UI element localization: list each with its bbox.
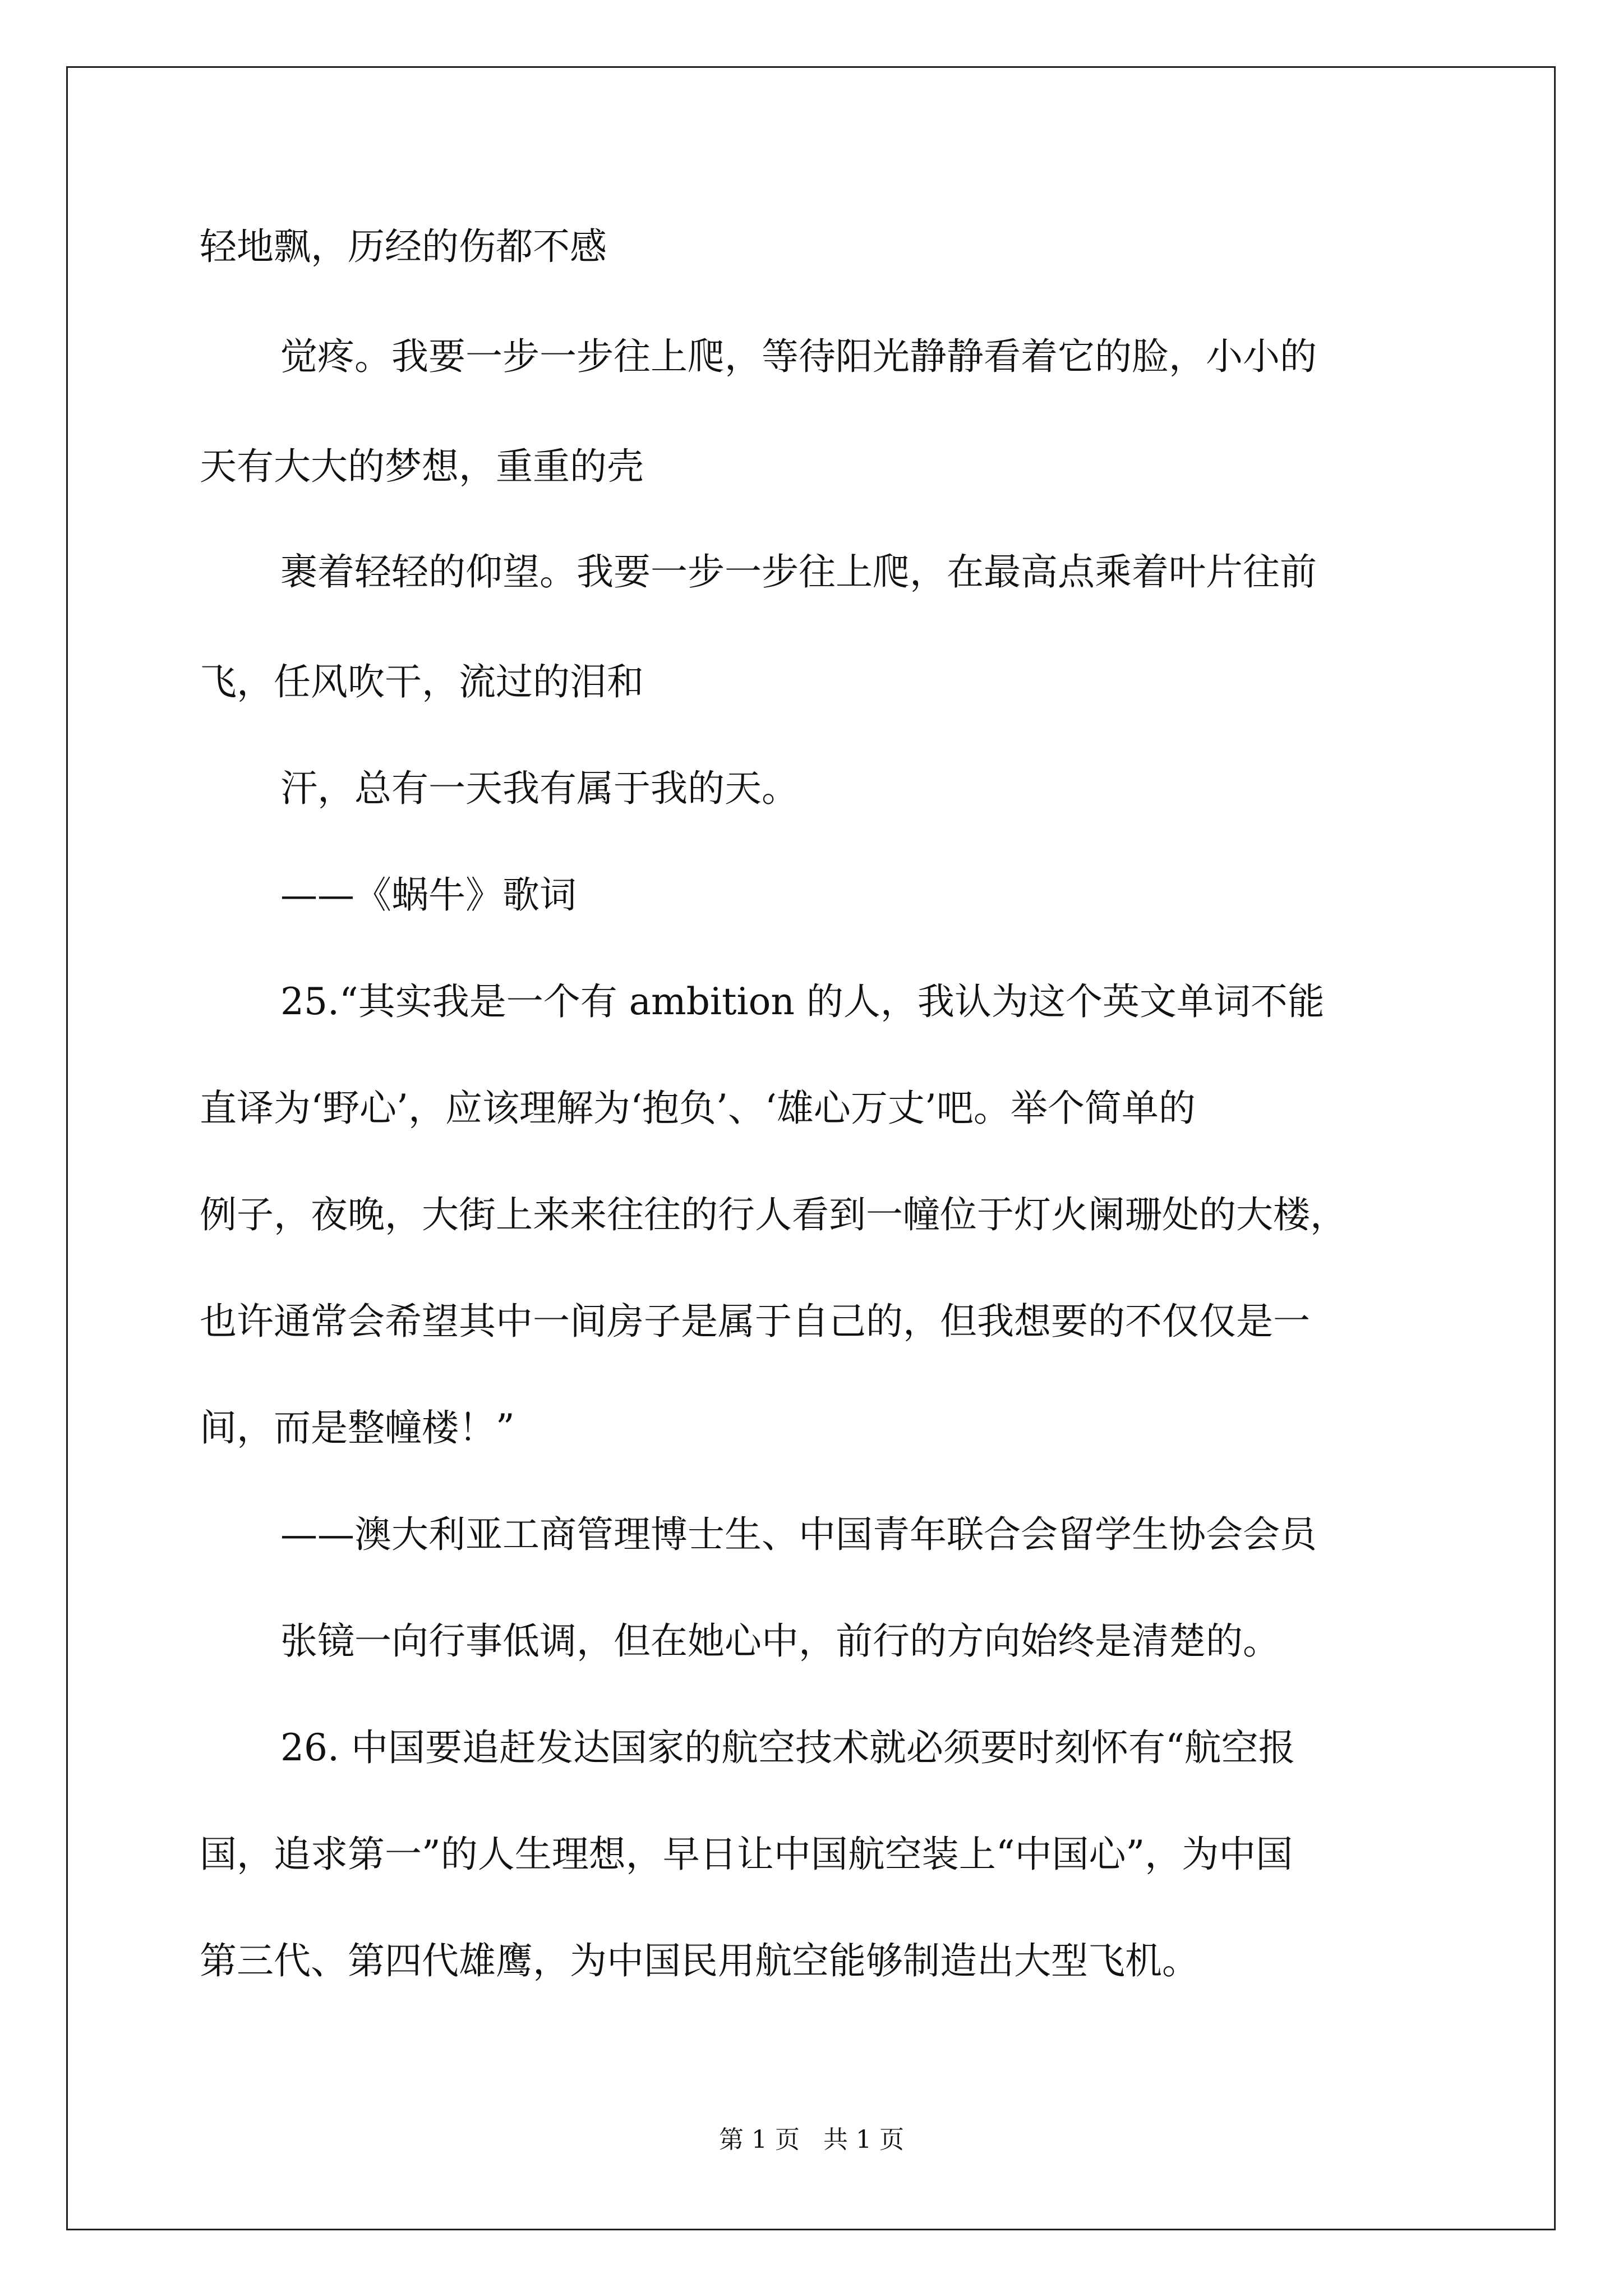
text-line-16: 国，追求第一”的人生理想，早日让中国航空装上“中国心”，为中国 [200,1833,1293,1876]
text-line-4: 裹着轻轻的仰望。我要一步一步往上爬，在最高点乘着叶片往前 [280,550,1317,593]
text-line-15: 26. 中国要追赶发达国家的航空技术就必须要时刻怀有“航空报 [280,1726,1295,1769]
text-line-8: 25.“其实我是一个有 ambition 的人，我认为这个英文单词不能 [280,980,1325,1023]
quote-attribution: ——澳大利亚工商管理博士生、中国青年联合会留学生协会会员 [280,1513,1317,1556]
page-border [66,66,1556,2230]
text-line-17: 第三代、第四代雄鹰，为中国民用航空能够制造出大型飞机。 [200,1939,1199,1982]
text-line-6: 汗，总有一天我有属于我的天。 [280,767,799,810]
text-line-10: 例子，夜晚，大街上来来往往的行人看到一幢位于灯火阑珊处的大楼， [200,1193,1347,1236]
text-line-1: 轻地飘，历经的伤都不感 [200,225,607,268]
text-line-11: 也许通常会希望其中一间房子是属于自己的，但我想要的不仅仅是一 [200,1300,1310,1343]
text-line-3: 天有大大的梦想，重重的壳 [200,445,644,488]
text-line-2: 觉疼。我要一步一步往上爬，等待阳光静静看着它的脸，小小的 [280,335,1317,378]
text-line-12: 间，而是整幢楼！” [200,1406,515,1450]
text-line-9: 直译为‘野心’，应该理解为‘抱负’、‘雄心万丈’吧。举个简单的 [200,1087,1196,1130]
text-line-5: 飞，任风吹干，流过的泪和 [200,660,644,703]
text-line-14: 张镜一向行事低调，但在她心中，前行的方向始终是清楚的。 [280,1619,1280,1663]
page-footer: 第 1 页 共 1 页 [719,2125,904,2154]
lyrics-attribution: ——《蜗牛》歌词 [280,873,577,917]
